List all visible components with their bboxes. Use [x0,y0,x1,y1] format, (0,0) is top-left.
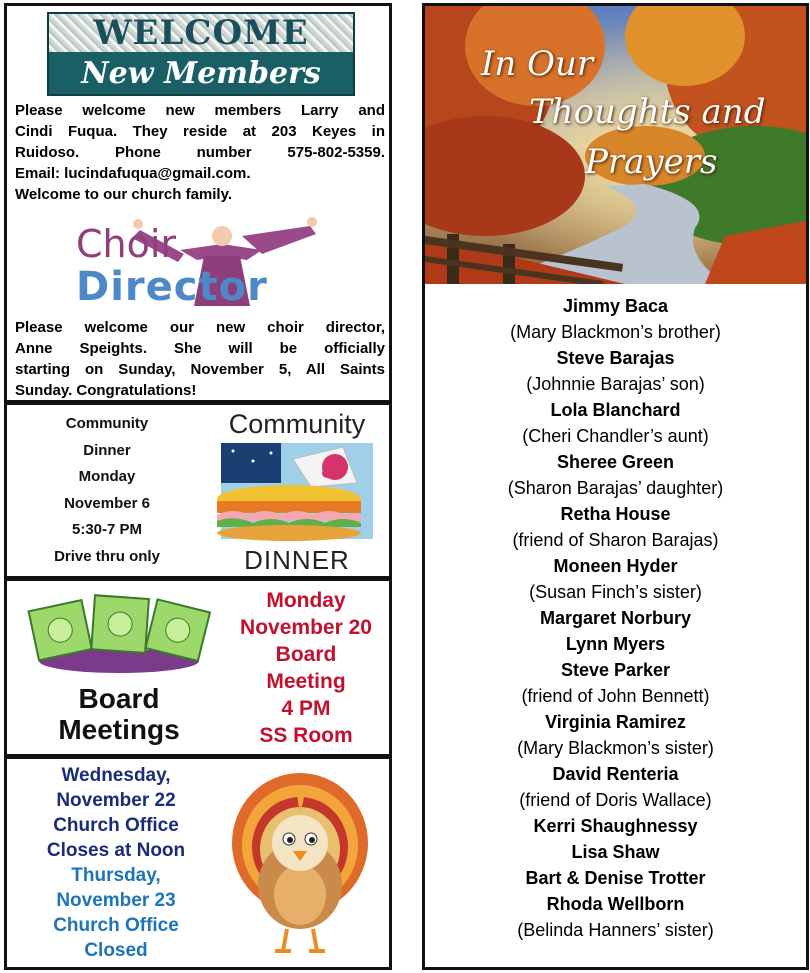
money-icon [21,589,217,681]
prayer-relation: (Belinda Hanners’ sister) [517,920,714,940]
prayers-panel [422,3,809,970]
board-line: Meeting [266,670,346,693]
community-dinner-graphic [213,409,381,575]
office-line: November 22 [56,790,176,811]
community-dinner-panel [4,402,392,579]
board-line: SS Room [259,724,353,747]
prayer-name: Steve Barajas [556,348,675,368]
board-meeting-panel [4,578,392,757]
prayers-title-line1: In Our [481,44,594,84]
dinner-graphic-label: DINNER [244,545,350,575]
prayer-list [425,293,806,943]
choir-line: starting on Sunday, November 5, All Saints [15,361,385,378]
prayer-name: Jimmy Baca [562,296,669,316]
prayer-name: Lola Blanchard [550,400,681,420]
welcome-line: Ruidoso. Phone number 575-802-5359. [15,144,385,161]
prayer-name: Virginia Ramirez [545,712,686,732]
community-line: Dinner [83,441,131,459]
community-dinner-text [17,411,197,570]
choir-director-graphic [72,214,322,314]
welcome-panel [4,3,392,403]
office-closing-text [13,763,219,963]
office-line: Church Office [53,815,179,836]
office-line: Thursday, [71,865,161,886]
prayer-relation: (friend of John Bennett) [521,686,710,706]
prayer-name: Sheree Green [556,452,675,472]
board-line: 4 PM [281,697,331,720]
board-line: Board [275,643,337,666]
board-graphic-line1: Board [78,683,160,714]
welcome-line: Cindi Fuqua. They reside at 203 Keyes in [15,123,385,140]
choir-line: Sunday. Congratulations! [15,382,197,399]
board-line: Monday [266,589,346,612]
welcome-banner-graphic [47,12,355,96]
prayer-relation: (friend of Doris Wallace) [519,790,712,810]
prayer-relation: (Mary Blackmon’s brother) [510,322,721,342]
prayer-name: Steve Parker [560,660,671,680]
welcome-line: Please welcome new members Larry and [15,102,385,119]
prayer-name: Bart & Denise Trotter [525,868,706,888]
office-line: Closes at Noon [46,840,186,861]
welcome-text [15,100,385,205]
community-line: Monday [78,468,136,485]
board-meeting-text [225,587,387,749]
office-line: Closed [84,940,148,961]
welcome-banner-subtitle: New Members [81,56,321,91]
prayer-relation: (Sharon Barajas’ daughter) [507,478,724,498]
prayer-name: David Renteria [552,764,679,784]
autumn-path-image [425,6,806,284]
office-line: Church Office [53,915,179,936]
choir-word: Choir [76,222,177,266]
prayers-title-line2: Thoughts and [529,92,766,132]
choir-text [15,317,385,401]
prayer-name: Margaret Norbury [539,608,692,628]
prayer-name: Rhoda Wellborn [546,894,685,914]
prayer-relation: (friend of Sharon Barajas) [512,530,719,550]
prayer-relation: (Susan Finch’s sister) [529,582,702,602]
dinner-icon [213,443,381,543]
prayer-name: Kerri Shaughnessy [533,816,698,836]
office-closing-panel [4,756,392,970]
community-line: November 6 [64,494,150,512]
prayer-name: Lisa Shaw [571,842,660,862]
community-line: 5:30-7 PM [71,521,143,538]
choir-line: Anne Speights. She will be officially [15,340,385,357]
community-line: Community [65,415,149,432]
board-graphic-line2: Meetings [58,714,180,745]
turkey-icon [225,765,375,961]
welcome-line: Email: lucindafuqua@gmail.com. [15,165,251,182]
welcome-line: Welcome to our church family. [15,186,232,203]
prayer-relation: (Cheri Chandler’s aunt) [522,426,709,446]
board-line: November 20 [240,616,372,639]
prayer-name: Retha House [560,504,671,524]
office-line: November 23 [56,890,176,911]
community-line: Drive thru only [54,547,160,565]
board-meetings-graphic [21,589,217,753]
welcome-banner-title: WELCOME [49,14,353,52]
prayer-name: Lynn Myers [565,634,666,654]
prayer-relation: (Mary Blackmon’s sister) [517,738,714,758]
prayers-title-line3: Prayers [585,142,718,182]
director-word: Director [76,264,268,310]
choir-line: Please welcome our new choir director, [15,319,385,336]
community-graphic-title: Community [228,409,366,439]
prayer-name: Moneen Hyder [553,556,678,576]
prayer-relation: (Johnnie Barajas’ son) [526,374,705,394]
office-line: Wednesday, [61,765,171,786]
